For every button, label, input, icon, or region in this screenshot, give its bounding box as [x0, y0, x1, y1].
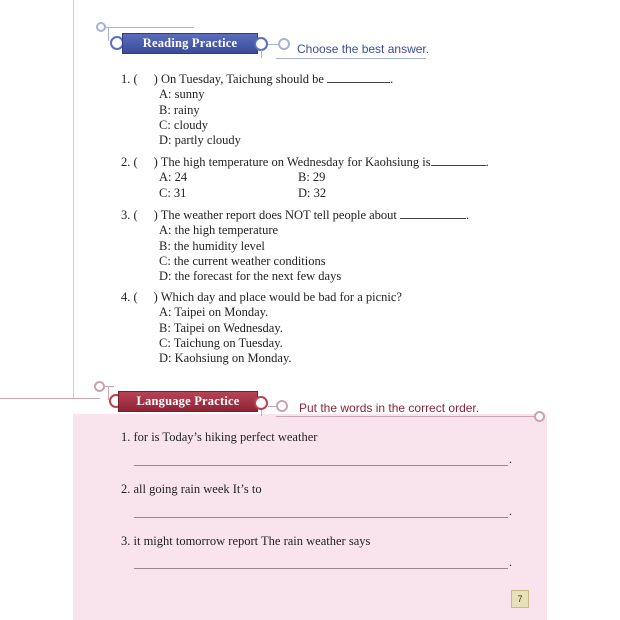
answer-line-1[interactable] [134, 465, 508, 466]
header-knob [278, 38, 290, 50]
option-d[interactable]: D: 32 [298, 185, 327, 200]
header-line [104, 386, 114, 387]
question-number: 3. ( [121, 208, 138, 222]
header-line [261, 410, 262, 416]
question-stem: Which day and place would be bad for a picnic? [160, 290, 402, 304]
option-b[interactable]: B: rainy [159, 102, 200, 117]
option-c[interactable]: C: the current weather conditions [159, 253, 326, 268]
header-knob [276, 400, 288, 412]
header-line [104, 27, 194, 28]
question-4 [121, 290, 402, 366]
header-underline [276, 416, 534, 417]
answer-paren: ) [153, 155, 158, 169]
option-c[interactable]: C: 31 [159, 185, 187, 200]
option-a[interactable]: A: sunny [159, 87, 205, 102]
margin-rule [73, 0, 74, 398]
worksheet-page: Reading Practice Choose the best answer. 1. ( ) On Tuesday, Taichung should be . A: sunny B: rainy C: cloudy D: partly cloudy 2. ( ) The high temperature on Wednesday for Kaohsiung is . A: 24 B: 29 C: 31 D: 32 3. ( ) The weather report does NOT tell people about . A: the high temperature B: the humidity level C: the current weather conditions D: the forecast for the next few days 4. ( ) Which day and place would be bad for a picnic? A: Taipei on Monday. B: Taipei on Wednesday. C: Taichung on Tuesday. D: Kaohsiung on Monday. Language Practice Put the words in the correct order. 1. for is Today’s hiking perfect weather . 2. all going rain week It’s to . 3. it might tomorrow report The rain weather says . 7 [0, 0, 620, 620]
answer-paren: ) [153, 208, 158, 222]
answer-paren: ) [153, 290, 158, 304]
section-title-language: Language Practice [118, 391, 258, 412]
option-b[interactable]: B: 29 [298, 170, 326, 185]
question-2: 2. ( ) The high temperature on Wednesday for Kaohsiung is . A: 24 B: 29 C: 31 D: 32 [121, 155, 489, 200]
header-line [268, 44, 278, 45]
answer-line-2[interactable] [134, 517, 508, 518]
option-a[interactable]: A: Taipei on Monday. [159, 305, 269, 320]
section-title-reading: Reading Practice [122, 33, 258, 54]
option-d[interactable]: D: the forecast for the next few days [159, 269, 342, 284]
header-knob [254, 396, 268, 410]
question-stem: On Tuesday, Taichung should be [160, 72, 324, 86]
answer-blank[interactable] [431, 154, 486, 166]
option-d[interactable]: D: Kaohsiung on Monday. [159, 351, 292, 366]
question-1: 1. ( ) On Tuesday, Taichung should be . A: sunny B: rainy C: cloudy D: partly cloudy [121, 72, 394, 148]
question-stem: The weather report does NOT tell people about [160, 208, 397, 222]
answer-blank[interactable] [400, 207, 466, 219]
answer-paren: ) [153, 72, 158, 86]
option-c[interactable]: C: Taichung on Tuesday. [159, 335, 283, 350]
header-line [268, 406, 276, 407]
header-knob [534, 411, 545, 422]
question-number: 1. ( [121, 72, 138, 86]
question-stem: The high temperature on Wednesday for Kaohsiung is [160, 155, 431, 169]
header-knob [254, 37, 268, 51]
header-line [0, 398, 100, 399]
header-line [261, 50, 262, 58]
option-d[interactable]: D: partly cloudy [159, 133, 241, 148]
word-order-item-3: 3. it might tomorrow report The rain weather says [121, 534, 371, 548]
reading-instruction: Choose the best answer. [297, 42, 430, 56]
option-b[interactable]: B: the humidity level [159, 238, 265, 253]
question-number: 2. ( [121, 155, 138, 169]
header-underline [276, 58, 426, 59]
option-a[interactable]: A: the high temperature [159, 223, 279, 238]
word-order-item-1: 1. for is Today’s hiking perfect weather [121, 430, 318, 444]
answer-line-3[interactable] [134, 568, 508, 569]
option-b[interactable]: B: Taipei on Wednesday. [159, 320, 283, 335]
question-number: 4. ( [121, 290, 138, 304]
word-order-item-2: 2. all going rain week It’s to [121, 482, 262, 496]
page-number: 7 [511, 590, 529, 608]
option-a[interactable]: A: 24 [159, 170, 188, 185]
header-knob [96, 22, 106, 32]
answer-blank[interactable] [327, 71, 390, 83]
question-3: 3. ( ) The weather report does NOT tell people about . A: the high temperature B: the humidity level C: the current weather conditions D: the forecast for the next few days [121, 208, 470, 284]
option-c[interactable]: C: cloudy [159, 117, 208, 132]
header-line [108, 27, 109, 41]
language-instruction: Put the words in the correct order. [299, 401, 480, 415]
